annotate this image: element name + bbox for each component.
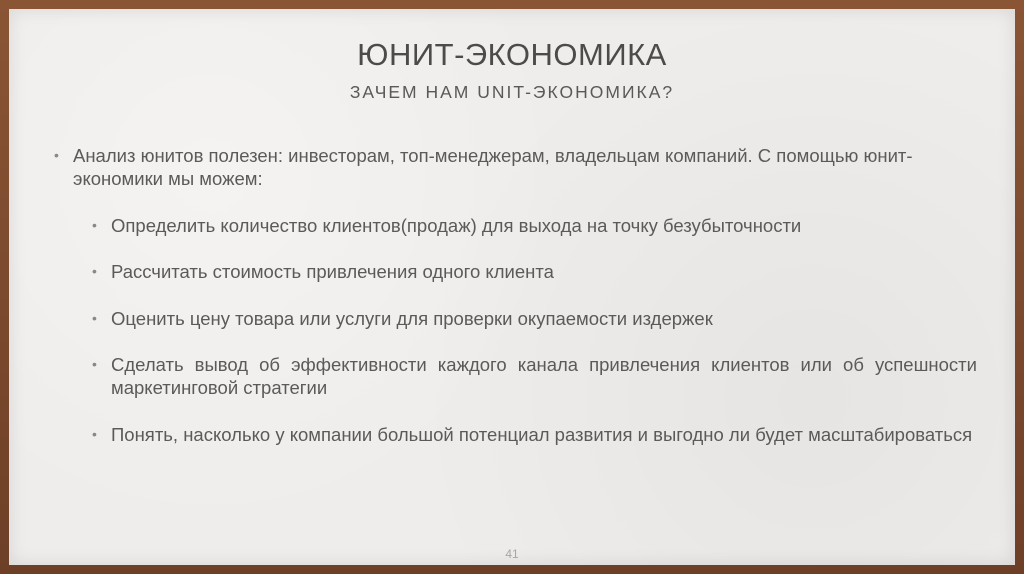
sub-bullet-3: [92, 307, 977, 330]
bullet-dot-icon: •: [92, 356, 97, 372]
bullet-dot-icon: •: [54, 147, 59, 163]
bullet-text: Оценить цену товара или услуги для проверки окупаемости издержек: [111, 308, 713, 329]
bullet-dot-icon: •: [92, 217, 97, 233]
bullet-intro: [54, 144, 975, 190]
page-number: 41: [505, 547, 519, 561]
sub-bullet-2: [92, 260, 977, 283]
slide-subtitle: ЗАЧЕМ НАМ UNIT-ЭКОНОМИКА?: [349, 82, 675, 102]
bullet-text: Анализ юнитов полезен: инвесторам, топ-менеджерам, владельцам компаний. С помощью юнит-экономики мы можем:: [73, 145, 913, 189]
bullet-dot-icon: •: [92, 310, 97, 326]
sub-bullet-4: [92, 353, 977, 399]
bullet-text: Понять, насколько у компании большой потенциал развития и выгодно ли будет масштабироваться: [111, 424, 973, 445]
slide-title: ЮНИТ-ЭКОНОМИКА: [357, 37, 667, 72]
bullet-dot-icon: •: [92, 426, 97, 442]
sub-bullet-5: [92, 423, 977, 446]
bullet-text: Определить количество клиентов(продаж) для выхода на точку безубыточности: [111, 215, 802, 236]
bullet-text: Рассчитать стоимость привлечения одного клиента: [111, 261, 554, 282]
bullet-dot-icon: •: [92, 263, 97, 279]
sub-bullet-1: [92, 214, 977, 237]
bullet-text: Сделать вывод об эффективности каждого канала привлечения клиентов или об успешности маркетинговой стратегии: [111, 354, 977, 398]
slide: [9, 9, 1015, 565]
slide-content: [9, 9, 1015, 565]
